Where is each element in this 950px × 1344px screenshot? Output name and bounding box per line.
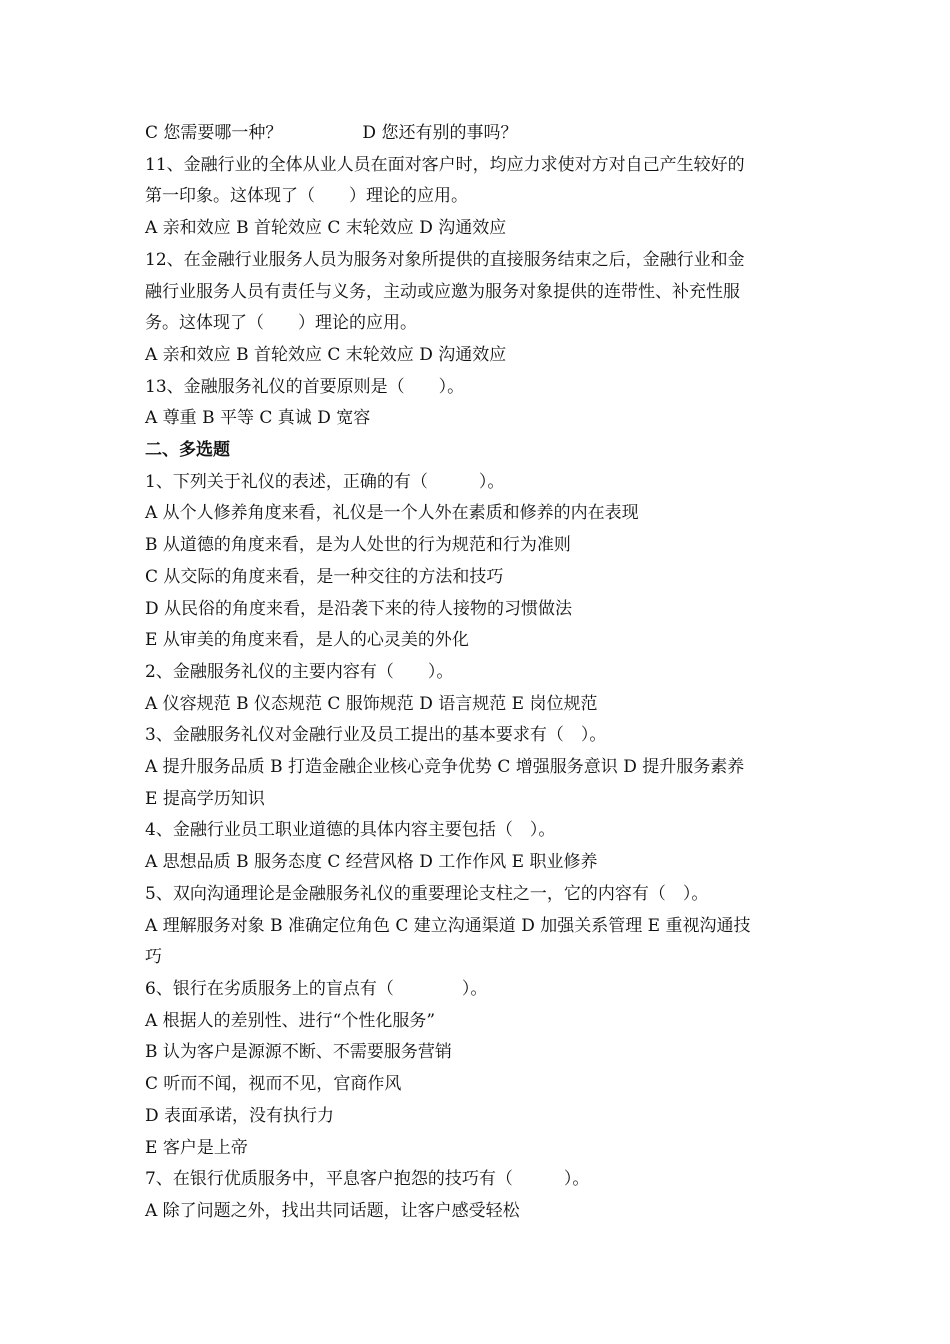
text-line: D 从民俗的角度来看，是沿袭下来的待人接物的习惯做法 xyxy=(145,598,573,619)
text-line: A 除了问题之外，找出共同话题，让客户感受轻松 xyxy=(145,1200,520,1221)
text-line: 11、金融行业的全体从业人员在面对客户时，均应力求使对方对自己产生较好的 xyxy=(145,154,745,175)
text-line: C 听而不闻，视而不见，官商作风 xyxy=(145,1074,402,1095)
text-line: A 亲和效应 B 首轮效应 C 末轮效应 D 沟通效应 xyxy=(145,218,507,239)
text-line: A 理解服务对象 B 准确定位角色 C 建立沟通渠道 D 加强关系管理 E 重视沟通技 xyxy=(145,915,751,936)
text-line: B 认为客户是源源不断、不需要服务营销 xyxy=(145,1042,452,1063)
text-line: A 从个人修养角度来看，礼仪是一个人外在素质和修养的内在表现 xyxy=(145,503,639,524)
text-line: 5、双向沟通理论是金融服务礼仪的重要理论支柱之一，它的内容有（ ）。 xyxy=(145,883,709,904)
text-line: E 客户是上帝 xyxy=(145,1137,248,1158)
text-line: 第一印象。这体现了（ ）理论的应用。 xyxy=(145,186,468,207)
option-text: D 您还有别的事吗？ xyxy=(362,123,518,143)
text-line: D 表面承诺，没有执行力 xyxy=(145,1105,335,1126)
text-line: 13、金融服务礼仪的首要原则是（ ）。 xyxy=(145,376,465,397)
text-line: 4、金融行业员工职业道德的具体内容主要包括（ ）。 xyxy=(145,820,556,841)
text-line: E 从审美的角度来看，是人的心灵美的外化 xyxy=(145,630,469,651)
text-line: 12、在金融行业服务人员为服务对象所提供的直接服务结束之后，金融行业和金 xyxy=(145,249,745,270)
text-line: B 从道德的角度来看，是为人处世的行为规范和行为准则 xyxy=(145,535,571,556)
text-line: A 仪容规范 B 仪态规范 C 服饰规范 D 语言规范 E 岗位规范 xyxy=(145,693,598,714)
text-line: A 思想品质 B 服务态度 C 经营风格 D 工作作风 E 职业修养 xyxy=(145,852,598,873)
text-line: 务。这体现了（ ）理论的应用。 xyxy=(145,313,417,334)
text-line: 6、银行在劣质服务上的盲点有（ ）。 xyxy=(145,978,488,999)
text-line: A 根据人的差别性、进行“个性化服务” xyxy=(145,1010,436,1031)
section-heading: 二、多选题 xyxy=(145,440,230,461)
option-text: C 您需要哪一种？ xyxy=(145,123,283,143)
text-line: C 从交际的角度来看，是一种交往的方法和技巧 xyxy=(145,566,504,587)
text-line: A 尊重 B 平等 C 真诚 D 宽容 xyxy=(145,408,371,429)
text-line: 7、在银行优质服务中，平息客户抱怨的技巧有（ ）。 xyxy=(145,1169,590,1190)
text-line: A 提升服务品质 B 打造金融企业核心竞争优势 C 增强服务意识 D 提升服务素养 xyxy=(145,757,745,778)
text-line: 巧 xyxy=(145,947,162,968)
text-line: 融行业服务人员有责任与义务，主动或应邀为服务对象提供的连带性、补充性服 xyxy=(145,281,740,302)
text-line: A 亲和效应 B 首轮效应 C 末轮效应 D 沟通效应 xyxy=(145,344,507,365)
text-line: E 提高学历知识 xyxy=(145,788,265,809)
document-page xyxy=(145,118,815,1228)
text-line: 3、金融服务礼仪对金融行业及员工提出的基本要求有（ ）。 xyxy=(145,725,607,746)
text-line: 1、下列关于礼仪的表述，正确的有（ ）。 xyxy=(145,471,505,492)
text-line: 2、金融服务礼仪的主要内容有（ ）。 xyxy=(145,661,454,682)
text-line xyxy=(145,118,815,150)
